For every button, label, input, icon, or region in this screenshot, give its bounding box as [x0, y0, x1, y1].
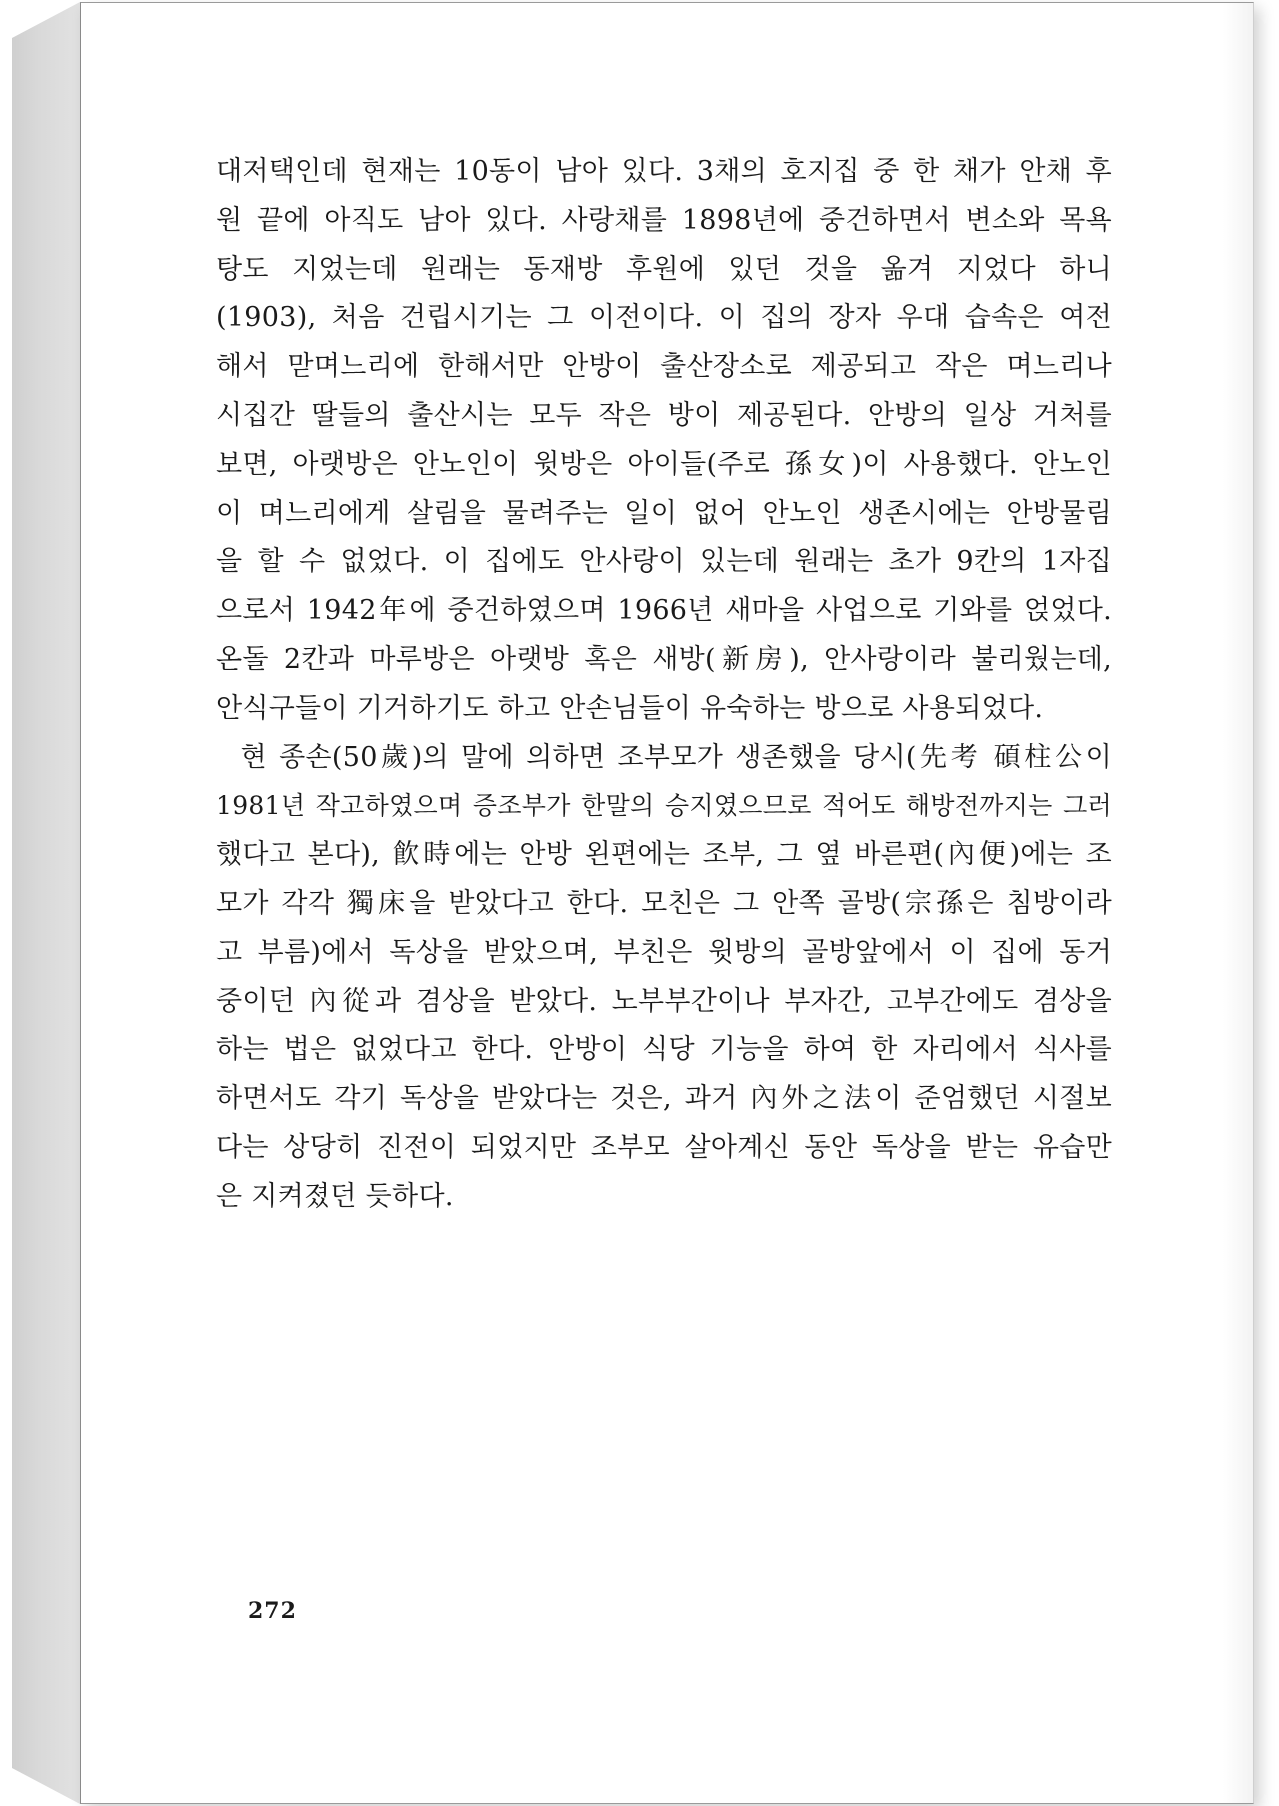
text-line: 하는 법은 없었다고 한다. 안방이 식당 기능을 하여 한 자리에서 식사를 [216, 1034, 1112, 1066]
page-edge-shade [1223, 3, 1253, 1803]
text-line: 보면, 아랫방은 안노인이 윗방은 아이들(주로 孫女)이 사용했다. 안노인 [216, 448, 1112, 480]
text-line: 시집간 딸들의 출산시는 모두 작은 방이 제공된다. 안방의 일상 거처를 [216, 399, 1112, 431]
text-line: 다는 상당히 진전이 되었지만 조부모 살아계신 동안 독상을 받는 유습만 [216, 1131, 1112, 1163]
text-line: 탕도 지었는데 원래는 동재방 후원에 있던 것을 옮겨 지었다 하니 [216, 253, 1112, 285]
page-number: 272 [248, 1598, 297, 1624]
text-line: 했다고 본다), 飮時에는 안방 왼편에는 조부, 그 옆 바른편(內便)에는 조 [216, 839, 1112, 871]
text-line: (1903), 처음 건립시기는 그 이전이다. 이 집의 장자 우대 습속은 여전 [216, 302, 1112, 334]
text-line: 을 할 수 없었다. 이 집에도 안사랑이 있는데 원래는 초가 9칸의 1자집 [216, 546, 1112, 578]
text-line: 은 지켜졌던 듯하다. [216, 1180, 454, 1212]
body-text [216, 148, 1112, 1222]
book-spine [12, 2, 80, 1804]
text-line: 하면서도 각기 독상을 받았다는 것은, 과거 內外之法이 준엄했던 시절보 [216, 1083, 1112, 1115]
text-line: 온돌 2칸과 마루방은 아랫방 혹은 새방(新房), 안사랑이라 불리웠는데, [216, 643, 1112, 675]
text-line: 중이던 內從과 겸상을 받았다. 노부부간이나 부자간, 고부간에도 겸상을 [216, 985, 1112, 1017]
text-line: 대저택인데 현재는 10동이 남아 있다. 3채의 호지집 중 한 채가 안채 후 [216, 156, 1112, 187]
text-line: 으로서 1942年에 중건하였으며 1966년 새마을 사업으로 기와를 얹었다. [216, 595, 1112, 627]
text-line: 1981년 작고하였으며 증조부가 한말의 승지였으므로 적어도 해방전까지는 그러 [216, 791, 1112, 821]
text-line: 이 며느리에게 살림을 물려주는 일이 없어 안노인 생존시에는 안방물림 [216, 497, 1112, 529]
paragraph-start-line: 현 종손(50歲)의 말에 의하면 조부모가 생존했을 당시(先考 碩柱公이 [216, 741, 1112, 773]
text-line: 안식구들이 기거하기도 하고 안손님들이 유숙하는 방으로 사용되었다. [216, 692, 1044, 724]
text-line: 모가 각각 獨床을 받았다고 한다. 모친은 그 안쪽 골방(宗孫은 침방이라 [216, 887, 1112, 919]
text-line: 해서 맏며느리에 한해서만 안방이 출산장소로 제공되고 작은 며느리나 [216, 351, 1112, 383]
text-line: 고 부름)에서 독상을 받았으며, 부친은 윗방의 골방앞에서 이 집에 동거 [216, 936, 1112, 968]
text-line: 원 끝에 아직도 남아 있다. 사랑채를 1898년에 중건하면서 변소와 목욕 [216, 204, 1112, 236]
